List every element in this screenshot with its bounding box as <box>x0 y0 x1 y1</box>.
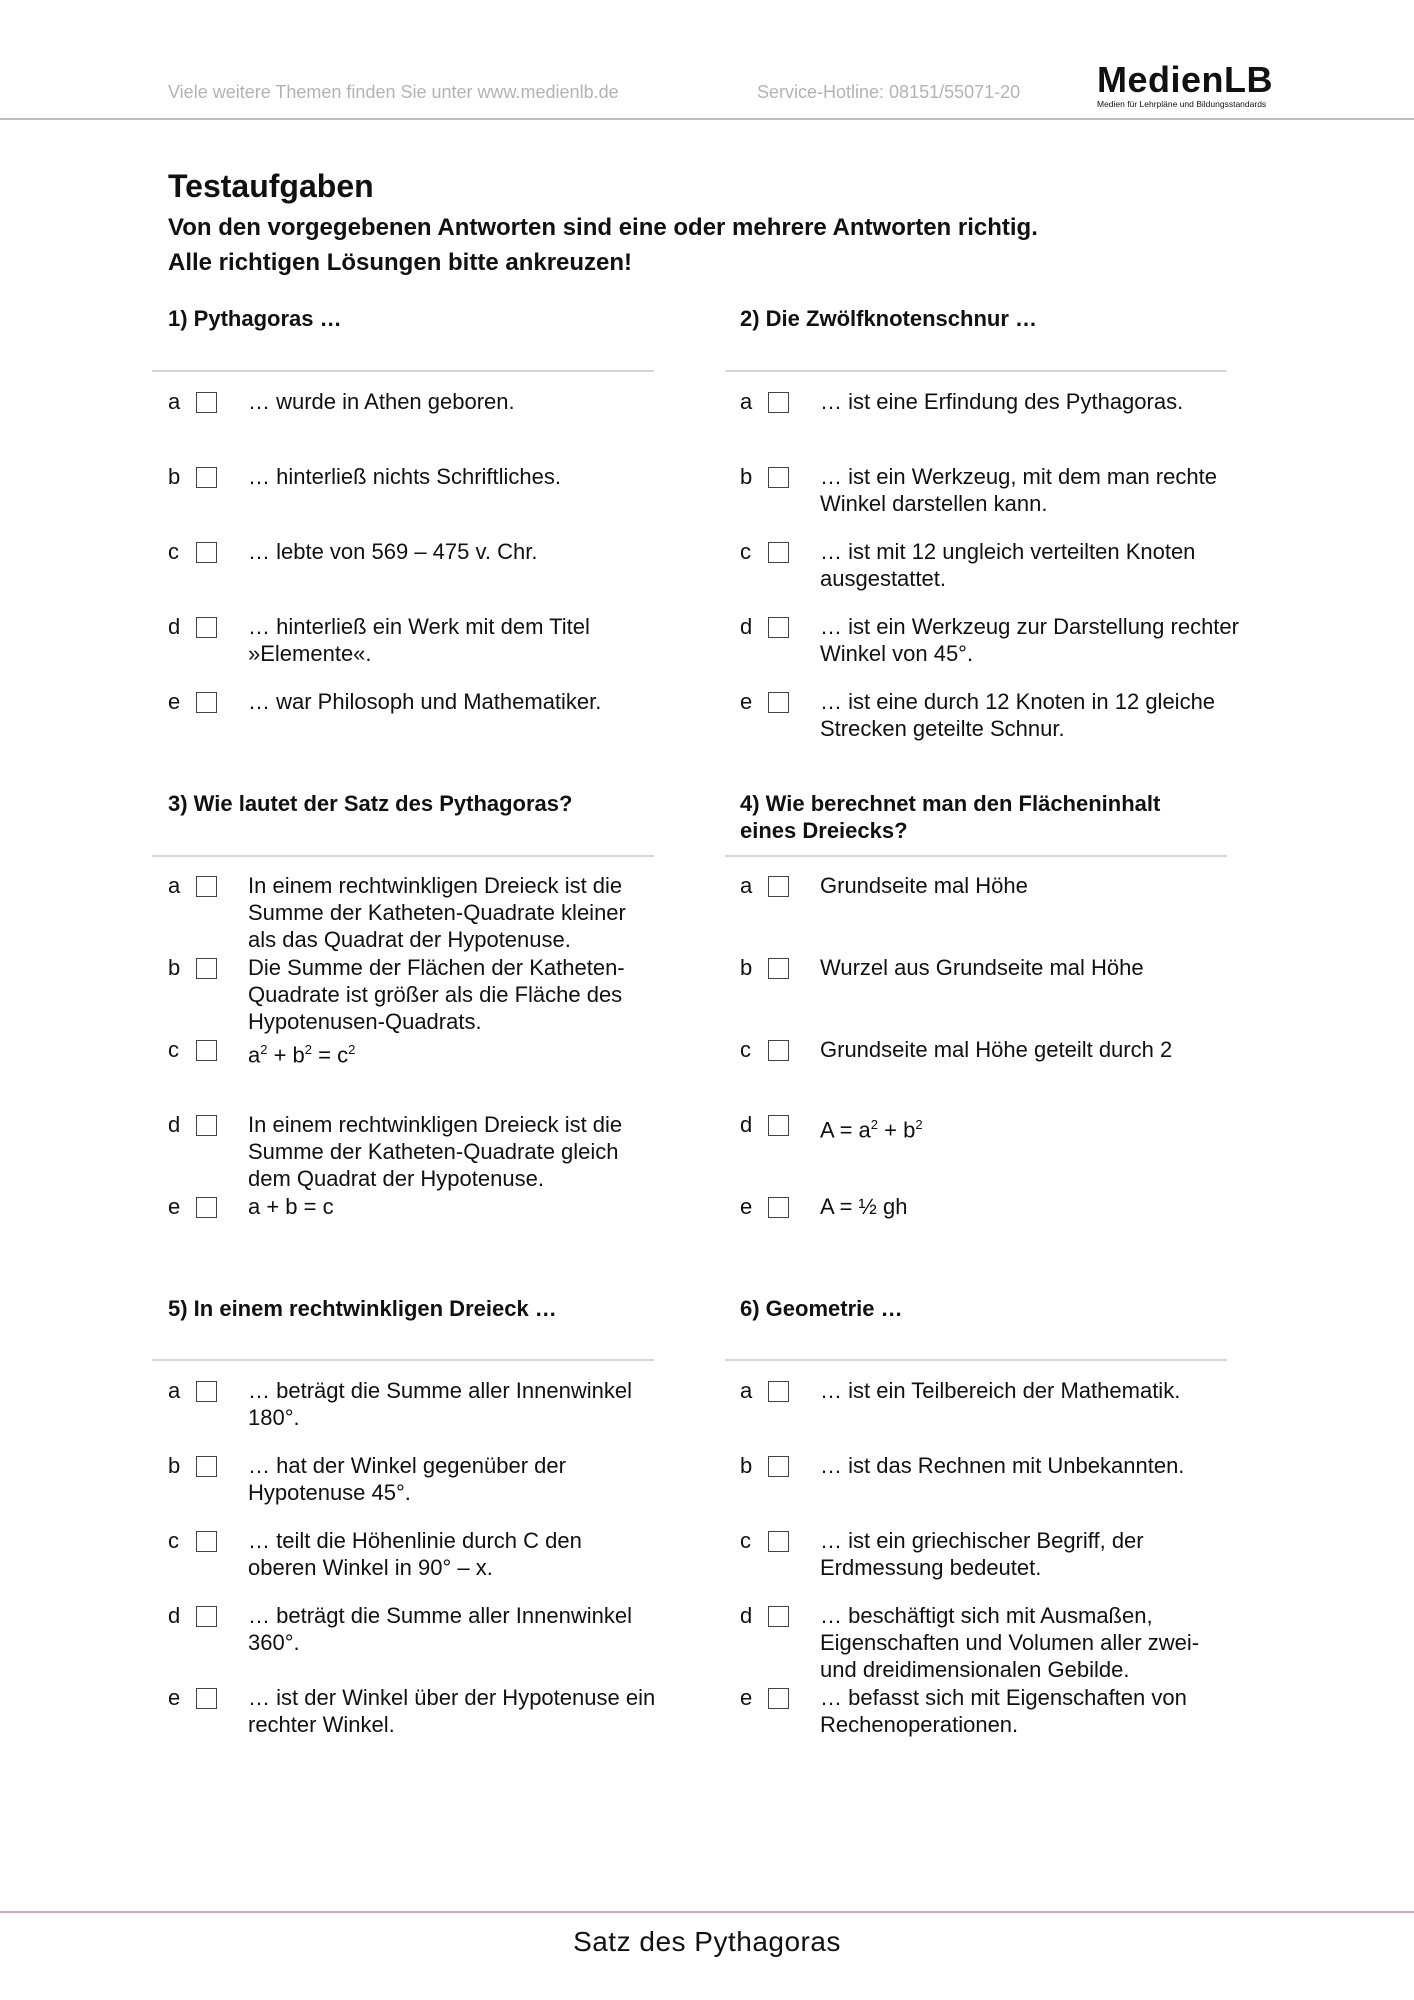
option-text: … teilt die Höhenlinie durch C den oberen Winkel in 90° – x. <box>248 1528 582 1580</box>
checkbox[interactable] <box>196 1197 217 1218</box>
checkbox[interactable] <box>768 467 789 488</box>
option-letter: a <box>740 873 753 898</box>
option-text: … war Philosoph und Mathematiker. <box>248 689 602 714</box>
question-2-title: 2) Die Zwölfknotenschnur … <box>740 306 1038 331</box>
option-letter: b <box>740 955 753 980</box>
option-text: In einem rechtwinkligen Dreieck ist die Summe der Katheten-Quadrate kleiner als das Quadrat der Hypotenuse. <box>248 873 626 952</box>
checkbox[interactable] <box>768 1381 789 1402</box>
option-text: … lebte von 569 – 475 v. Chr. <box>248 539 538 564</box>
option-text: … ist ein Werkzeug, mit dem man rechte Winkel darstellen kann. <box>820 464 1217 516</box>
header-website-text: Viele weitere Themen finden Sie unter www.medienlb.de <box>168 82 619 102</box>
question-3-title: 3) Wie lautet der Satz des Pythagoras? <box>168 791 573 816</box>
option-letter: a <box>168 1378 181 1403</box>
option-letter: e <box>168 1194 181 1219</box>
checkbox[interactable] <box>768 1040 789 1061</box>
option-letter: a <box>740 1378 753 1403</box>
option-text: … ist mit 12 ungleich verteilten Knoten ausgestattet. <box>820 539 1196 591</box>
checkbox[interactable] <box>196 1531 217 1552</box>
footer-divider <box>0 1911 1414 1913</box>
option-letter: e <box>168 689 181 714</box>
question-6-divider <box>725 1359 1227 1361</box>
instruction-line-2: Alle richtigen Lösungen bitte ankreuzen! <box>168 249 633 276</box>
instruction-line-1: Von den vorgegebenen Antworten sind eine oder mehrere Antworten richtig. <box>168 214 1038 241</box>
checkbox[interactable] <box>196 542 217 563</box>
checkbox[interactable] <box>768 1115 789 1136</box>
question-1-title: 1) Pythagoras … <box>168 306 342 331</box>
question-6-title: 6) Geometrie … <box>740 1296 903 1321</box>
option-text: … ist der Winkel über der Hypotenuse ein rechter Winkel. <box>248 1685 656 1737</box>
option-text: … beschäftigt sich mit Ausmaßen, Eigenschaften und Volumen aller zwei- und dreidimensionalen Gebilde. <box>820 1603 1200 1682</box>
checkbox[interactable] <box>768 617 789 638</box>
option-letter: e <box>740 1685 753 1710</box>
option-letter: d <box>740 1603 753 1628</box>
checkbox[interactable] <box>768 542 789 563</box>
option-formula: $a^2 + b^2 = c^2$ <box>248 1042 356 1068</box>
checkbox[interactable] <box>768 392 789 413</box>
option-letter: e <box>740 689 753 714</box>
option-text: Wurzel aus Grundseite mal Höhe <box>820 955 1144 980</box>
option-letter: d <box>740 614 753 639</box>
question-5-divider <box>152 1359 654 1361</box>
option-letter: d <box>740 1112 753 1137</box>
checkbox[interactable] <box>196 1040 217 1061</box>
option-letter: d <box>168 1603 181 1628</box>
option-letter: c <box>168 1037 179 1062</box>
option-text: Die Summe der Flächen der Katheten-Quadrate ist größer als die Fläche des Hypotenusen-Quadrats. <box>248 955 625 1034</box>
checkbox[interactable] <box>196 1456 217 1477</box>
checkbox[interactable] <box>196 617 217 638</box>
question-4-title: 4) Wie berechnet man den Flächeninhalt eines Dreiecks? <box>740 791 1161 843</box>
option-text: … ist das Rechnen mit Unbekannten. <box>820 1453 1185 1478</box>
option-text: Grundseite mal Höhe geteilt durch 2 <box>820 1037 1173 1062</box>
option-text: a + b = c <box>248 1194 334 1219</box>
option-formula: $A = a^2 + b^2$ <box>820 1117 923 1143</box>
checkbox[interactable] <box>768 1606 789 1627</box>
medienlb-logo <box>1097 59 1297 109</box>
option-text: … befasst sich mit Eigenschaften von Rechenoperationen. <box>820 1685 1187 1737</box>
option-letter: c <box>740 1528 751 1553</box>
option-text: … ist eine Erfindung des Pythagoras. <box>820 389 1184 414</box>
footer-title: Satz des Pythagoras <box>573 1926 841 1957</box>
checkbox[interactable] <box>196 958 217 979</box>
option-text: … beträgt die Summe aller Innenwinkel 180°. <box>248 1378 632 1430</box>
option-letter: d <box>168 1112 181 1137</box>
checkbox[interactable] <box>196 1688 217 1709</box>
checkbox[interactable] <box>196 1115 217 1136</box>
question-2-divider <box>725 370 1227 372</box>
logo-wordmark: MedienLB <box>1097 59 1274 100</box>
option-letter: c <box>168 1528 179 1553</box>
option-text: … hinterließ ein Werk mit dem Titel »Elemente«. <box>248 614 590 666</box>
checkbox[interactable] <box>768 876 789 897</box>
option-text: … ist ein Teilbereich der Mathematik. <box>820 1378 1181 1403</box>
option-text: … ist ein Werkzeug zur Darstellung rechter Winkel von 45°. <box>820 614 1239 666</box>
checkbox[interactable] <box>768 1456 789 1477</box>
question-3-divider <box>152 855 654 857</box>
option-letter: c <box>740 1037 751 1062</box>
page-title: Testaufgaben <box>168 168 374 204</box>
checkbox[interactable] <box>196 467 217 488</box>
option-letter: e <box>740 1194 753 1219</box>
option-text: … hinterließ nichts Schriftliches. <box>248 464 561 489</box>
question-5-title: 5) In einem rechtwinkligen Dreieck … <box>168 1296 557 1321</box>
checkbox[interactable] <box>196 1381 217 1402</box>
option-text: … wurde in Athen geboren. <box>248 389 515 414</box>
option-letter: c <box>168 539 179 564</box>
checkbox[interactable] <box>768 958 789 979</box>
option-text: … ist ein griechischer Begriff, der Erdmessung bedeutet. <box>820 1528 1144 1580</box>
option-letter: a <box>168 389 181 414</box>
checkbox[interactable] <box>196 392 217 413</box>
option-letter: a <box>740 389 753 414</box>
option-letter: b <box>740 464 753 489</box>
checkbox[interactable] <box>768 1197 789 1218</box>
header-hotline-text: Service-Hotline: 08151/55071-20 <box>757 82 1021 102</box>
option-letter: b <box>168 955 181 980</box>
question-1-divider <box>152 370 654 372</box>
option-letter: b <box>168 1453 181 1478</box>
option-letter: b <box>740 1453 753 1478</box>
option-letter: e <box>168 1685 181 1710</box>
option-text: … beträgt die Summe aller Innenwinkel 360°. <box>248 1603 632 1655</box>
checkbox[interactable] <box>768 1531 789 1552</box>
option-text: … ist eine durch 12 Knoten in 12 gleiche Strecken geteilte Schnur. <box>820 689 1216 741</box>
question-4-divider <box>725 855 1227 857</box>
checkbox[interactable] <box>768 692 789 713</box>
logo-subtitle: Medien für Lehrpläne und Bildungsstandards <box>1097 99 1267 109</box>
option-letter: a <box>168 873 181 898</box>
checkbox[interactable] <box>196 692 217 713</box>
option-letter: d <box>168 614 181 639</box>
option-text: … hat der Winkel gegenüber der Hypotenuse 45°. <box>248 1453 566 1505</box>
option-text: Grundseite mal Höhe <box>820 873 1028 898</box>
checkbox[interactable] <box>196 876 217 897</box>
header-divider <box>0 118 1414 120</box>
checkbox[interactable] <box>768 1688 789 1709</box>
checkbox[interactable] <box>196 1606 217 1627</box>
option-letter: b <box>168 464 181 489</box>
option-text: A = ½ gh <box>820 1194 908 1219</box>
option-letter: c <box>740 539 751 564</box>
option-text: In einem rechtwinkligen Dreieck ist die Summe der Katheten-Quadrate gleich dem Quadrat der Hypotenuse. <box>248 1112 623 1191</box>
